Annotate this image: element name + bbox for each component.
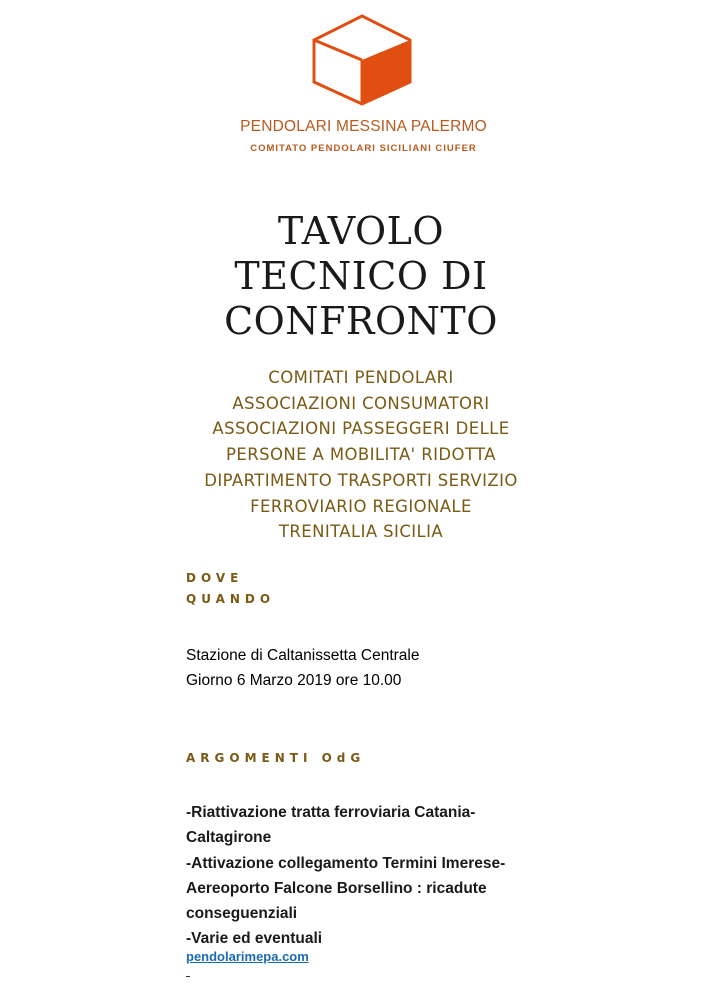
participant-item: ASSOCIAZIONI PASSEGGERI DELLE: [212, 419, 510, 439]
title-line: TAVOLO: [277, 209, 445, 253]
event-datetime: Giorno 6 Marzo 2019 ore 10.00: [186, 672, 402, 689]
event-info: [186, 643, 420, 693]
title-line: TECNICO DI: [234, 254, 488, 298]
when-label: QUANDO: [186, 592, 276, 606]
website-link[interactable]: pendolarimepa.com: [186, 949, 309, 964]
title-line: CONFRONTO: [224, 299, 498, 343]
orange-cube-logo-icon: [311, 14, 413, 106]
agenda-line: -Riattivazione tratta ferroviaria Catania-: [186, 804, 476, 821]
agenda-list: [186, 800, 505, 952]
agenda-line: Aereoporto Falcone Borsellino : ricadute: [186, 879, 487, 897]
participant-item: DIPARTIMENTO TRASPORTI SERVIZIO: [204, 470, 518, 490]
page-title: [0, 209, 722, 344]
organization-subtitle: COMITATO PENDOLARI SICILIANI CIUFER: [250, 143, 477, 154]
agenda-label: ARGOMENTI OdG: [186, 751, 366, 765]
participant-item: COMITATI PENDOLARI: [268, 368, 454, 387]
participant-item: ASSOCIAZIONI CONSUMATORI: [232, 393, 490, 413]
divider: [186, 976, 190, 977]
participants-list: [0, 365, 722, 545]
event-location: Stazione di Caltanissetta Centrale: [186, 647, 420, 664]
agenda-line: Caltagirone: [186, 829, 272, 847]
participant-item: FERROVIARIO REGIONALE: [250, 496, 472, 516]
agenda-line: conseguenziali: [186, 905, 298, 923]
participant-item: TRENITALIA SICILIA: [278, 522, 444, 542]
agenda-line: -Attivazione collegamento Termini Imerese-: [186, 854, 506, 872]
where-label: DOVE: [186, 571, 244, 585]
agenda-line: -Varie ed eventuali: [186, 930, 323, 948]
participant-item: PERSONE A MOBILITA' RIDOTTA: [226, 445, 496, 465]
organization-name: PENDOLARI MESSINA PALERMO: [240, 118, 487, 135]
